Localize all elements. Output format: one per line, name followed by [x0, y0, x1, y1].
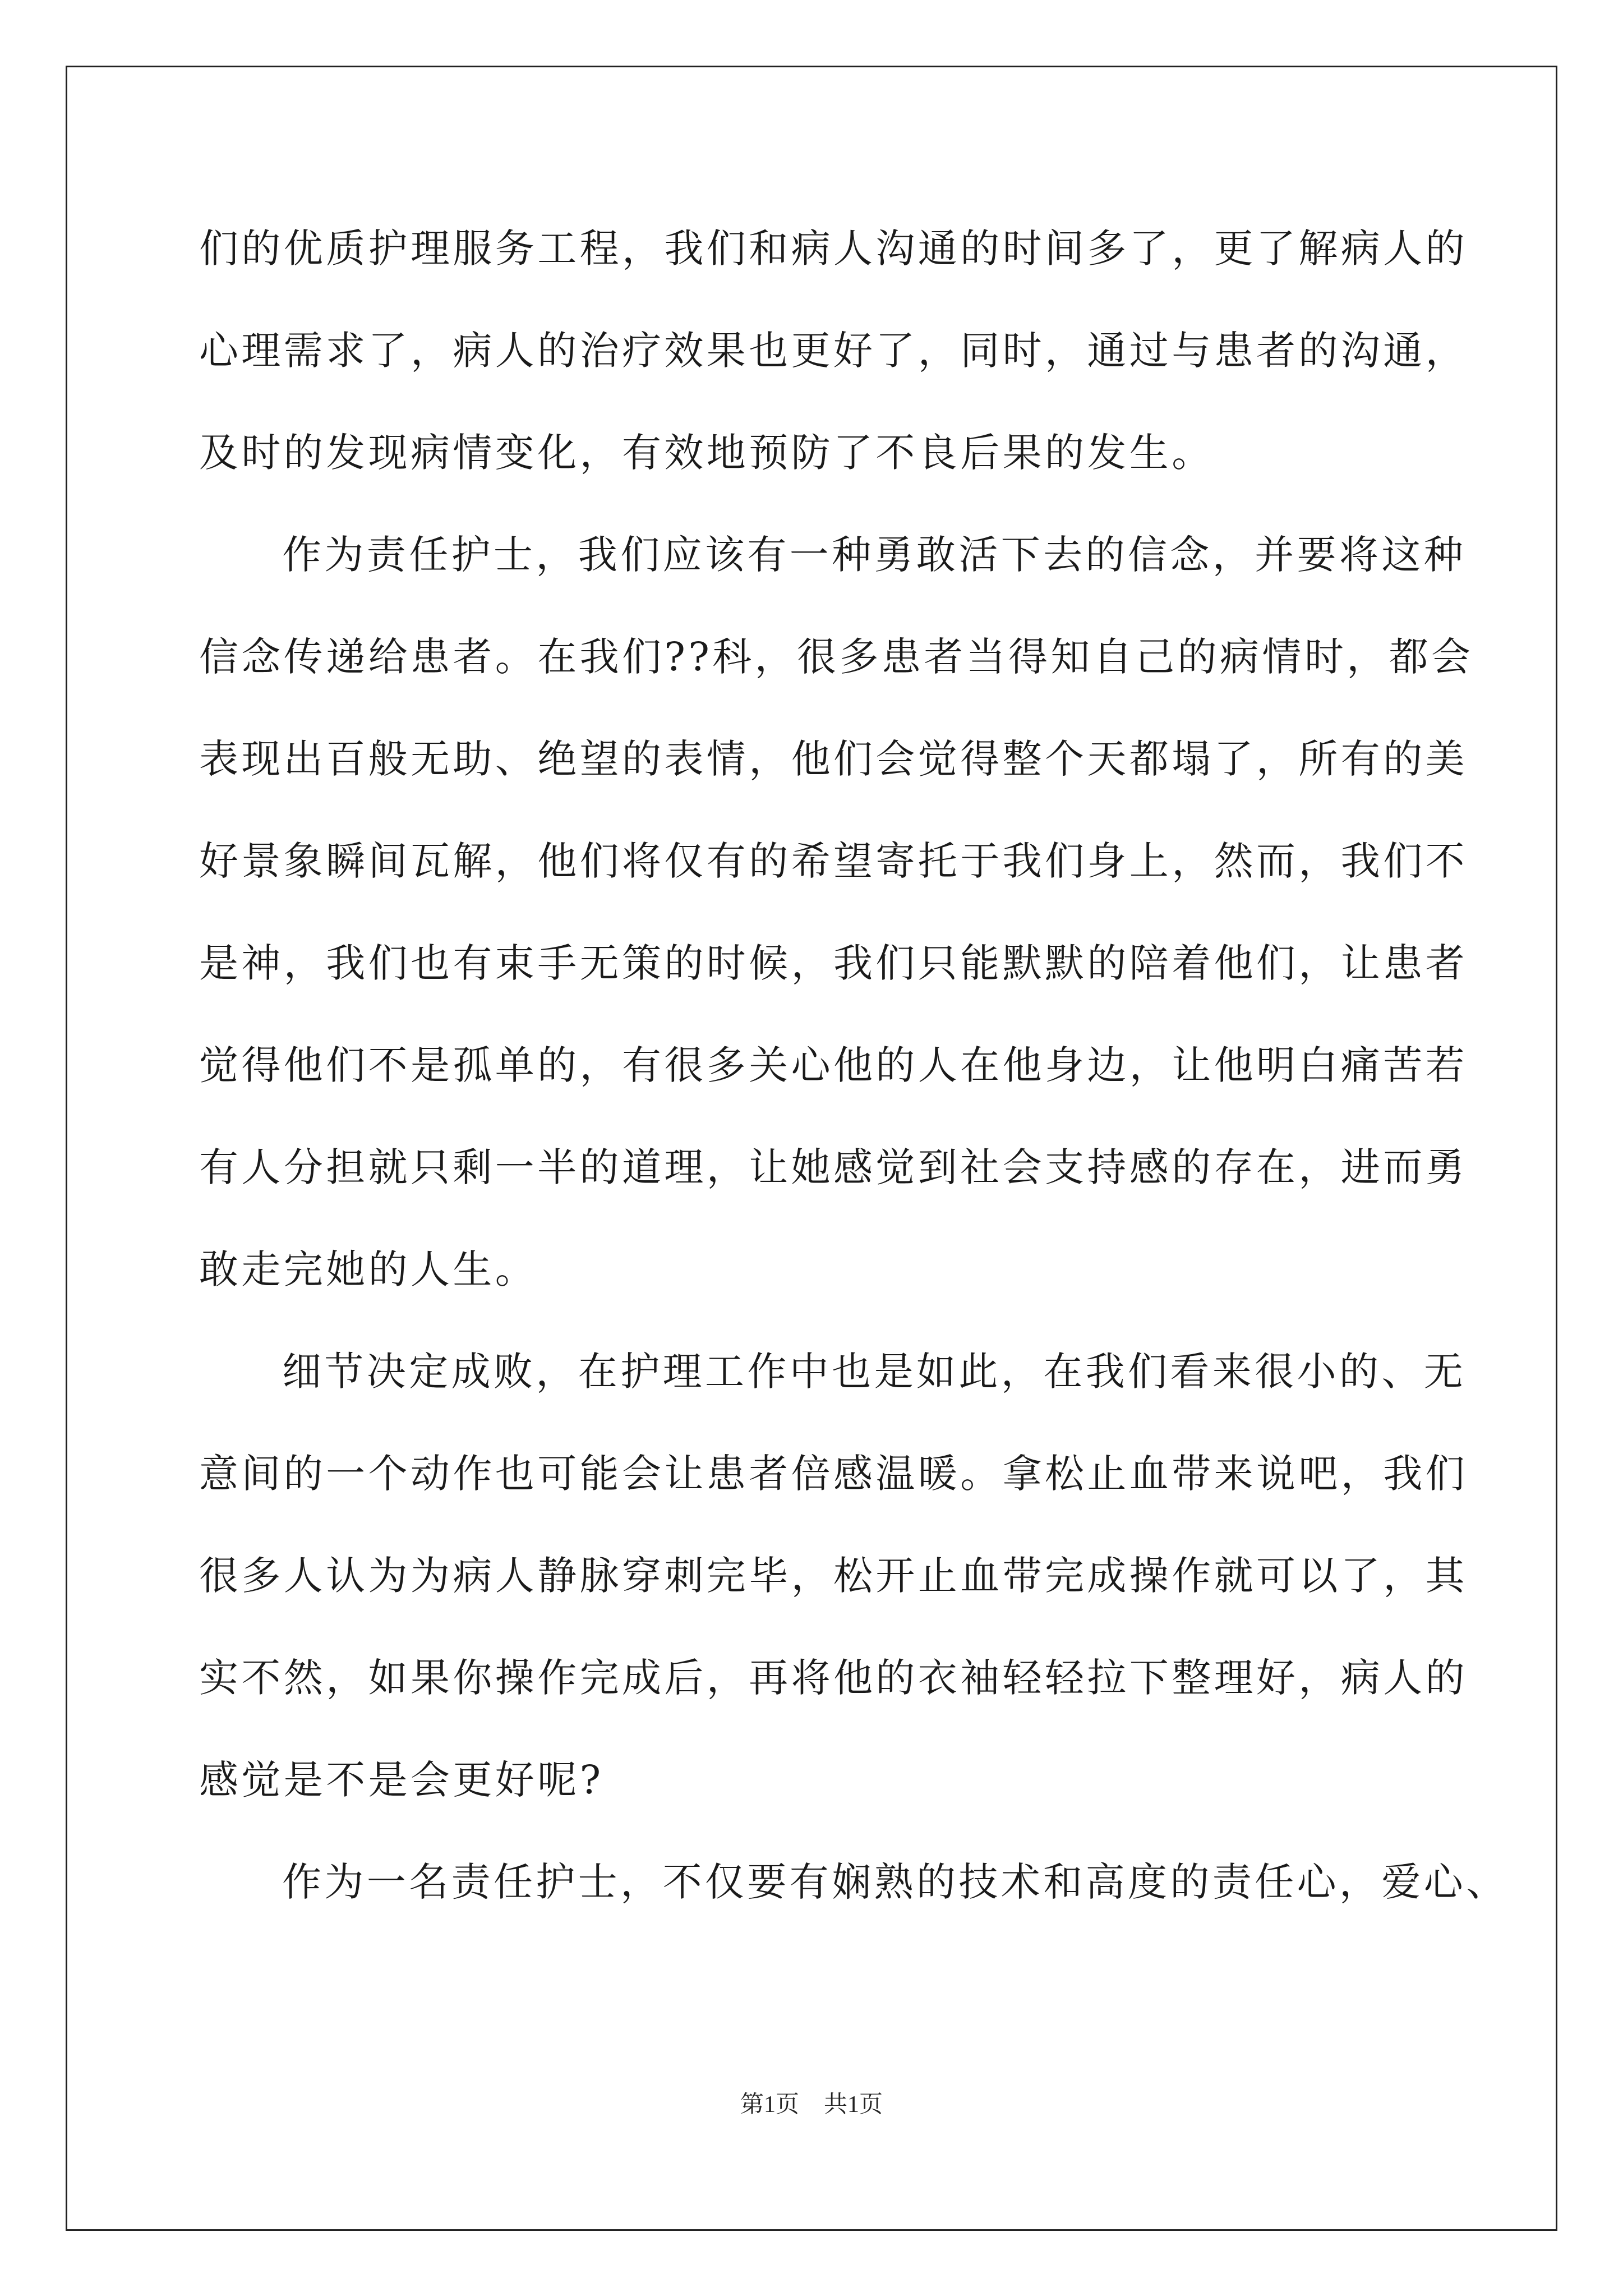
text-line: 感觉是不是会更好呢?	[199, 1757, 604, 1803]
text-line-paragraph-start: 作为责任护士，我们应该有一种勇敢活下去的信念，并要将这种	[282, 532, 1467, 578]
text-line: 是神，我们也有束手无策的时候，我们只能默默的陪着他们，让患者	[199, 940, 1468, 986]
text-line: 心理需求了，病人的治疗效果也更好了，同时，通过与患者的沟通，	[199, 328, 1468, 374]
text-line: 实不然，如果你操作完成后，再将他的衣袖轻轻拉下整理好，病人的	[199, 1655, 1468, 1701]
document-body	[199, 197, 1509, 1933]
text-line-paragraph-start: 细节决定成败，在护理工作中也是如此，在我们看来很小的、无	[282, 1349, 1467, 1395]
page-number-total: 共1页	[824, 2092, 883, 2118]
page-footer	[0, 2086, 1623, 2119]
text-line: 敢走完她的人生。	[199, 1246, 538, 1292]
text-line: 好景象瞬间瓦解，他们将仅有的希望寄托于我们身上，然而，我们不	[199, 838, 1468, 884]
text-line: 信念传递给患者。在我们??科，很多患者当得知自己的病情时，都会	[199, 634, 1474, 680]
page-number-current: 第1页	[740, 2092, 799, 2118]
text-line: 表现出百般无助、绝望的表情，他们会觉得整个天都塌了，所有的美	[199, 736, 1468, 782]
text-line: 很多人认为为病人静脉穿刺完毕，松开止血带完成操作就可以了，其	[199, 1553, 1468, 1599]
text-line: 们的优质护理服务工程，我们和病人沟通的时间多了，更了解病人的	[199, 226, 1468, 272]
text-line: 意间的一个动作也可能会让患者倍感温暖。拿松止血带来说吧，我们	[199, 1451, 1468, 1497]
text-line: 有人分担就只剩一半的道理，让她感觉到社会支持感的存在，进而勇	[199, 1144, 1468, 1190]
text-line: 觉得他们不是孤单的，有很多关心他的人在他身边，让他明白痛苦若	[199, 1042, 1468, 1088]
text-line: 及时的发现病情变化，有效地预防了不良后果的发生。	[199, 430, 1214, 476]
text-line-paragraph-start: 作为一名责任护士，不仅要有娴熟的技术和高度的责任心，爱心、	[282, 1859, 1509, 1905]
